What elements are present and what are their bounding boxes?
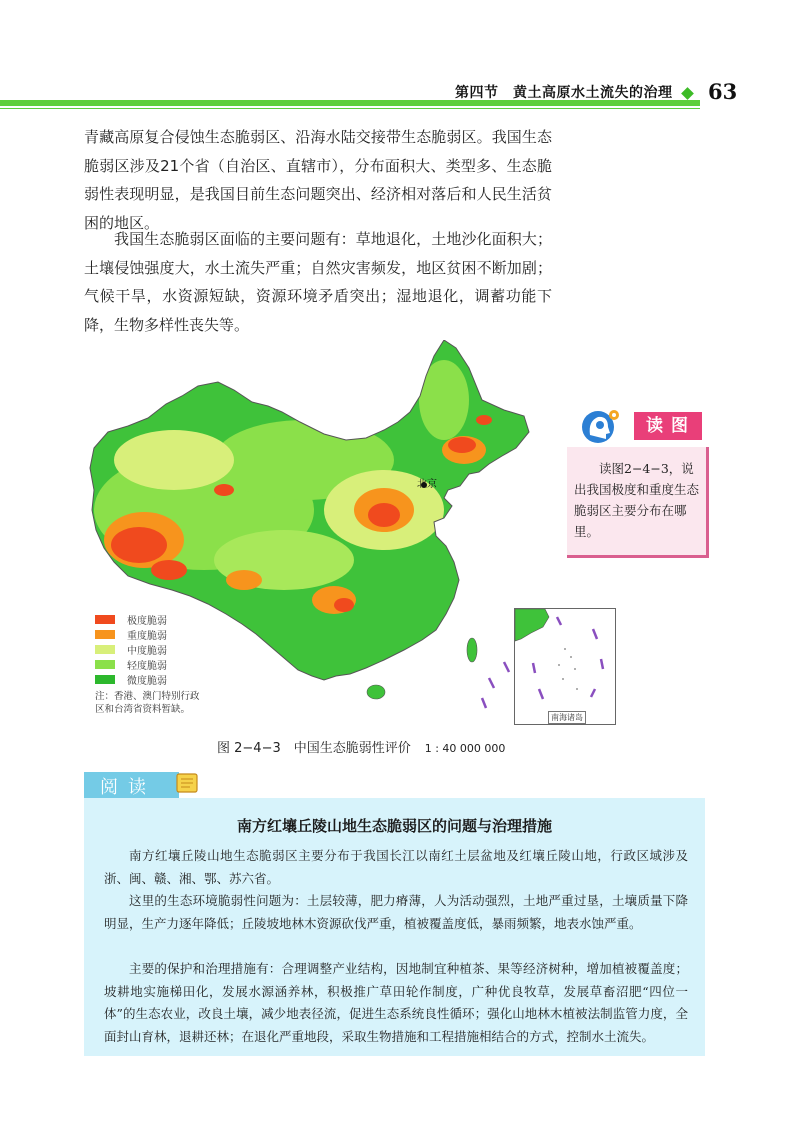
legend-swatch: [95, 630, 115, 639]
header-rule-thin: [0, 108, 700, 109]
legend-swatch: [95, 645, 115, 654]
legend-item: [95, 627, 167, 642]
reading-title: 南方红壤丘陵山地生态脆弱区的问题与治理措施: [236, 817, 552, 835]
section-title: 第四节 黄土高原水土流失的治理: [455, 85, 673, 101]
read-map-text: 读图2−4−3，说出我国极度和重度生态脆弱区主要分布在哪里。: [574, 461, 700, 539]
figure-caption: [217, 737, 505, 756]
body-paragraph-2: 我国生态脆弱区面临的主要问题有：草地退化，土地沙化面积大；土壤侵蚀强度大，水土流失严重；自然灾害频发，地区贫困不断加剧；气候干旱，水资源短缺，资源环境矛盾突出；湿地退化，调蓄功能下降，生物多样性丧失等。: [84, 230, 552, 334]
south-china-sea-inset: [514, 608, 616, 725]
map-note: 注：香港、澳门特别行政区和台湾省资料暂缺。: [95, 691, 200, 715]
legend-item: [95, 657, 167, 672]
map-scale: 1 : 40 000 000: [424, 742, 506, 755]
body-paragraph-1: 青藏高原复合侵蚀生态脆弱区、沿海水陆交接带生态脆弱区。我国生态脆弱区涉及21个省（自治区、直辖市），分布面积大、类型多、生态脆弱性表现明显，是我国目前生态问题突出、经济相对落后和人民生活贫困的地区。: [84, 128, 552, 232]
legend-label: 重度脆弱: [127, 631, 167, 642]
legend-swatch: [95, 660, 115, 669]
beijing-label: 北京: [417, 479, 437, 490]
legend-item: [95, 612, 167, 627]
legend-swatch: [95, 675, 115, 684]
page-number: 63: [708, 79, 738, 104]
head-gear-icon: [580, 407, 620, 445]
caption-text: 图 2−4−3 中国生态脆弱性评价: [217, 741, 411, 756]
reading-paragraph-1: 南方红壤丘陵山地生态脆弱区主要分布于我国长江以南红土层盆地及红壤丘陵山地，行政区域涉及浙、闽、赣、湘、鄂、苏六省。: [104, 848, 688, 886]
reading-paragraph-3: 主要的保护和治理措施有：合理调整产业结构，因地制宜种植茶、果等经济树种，增加植被覆盖度；坡耕地实施梯田化，发展水源涵养林，积极推广草田轮作制度，广种优良牧草，发展草畜沼肥“四位一体”的生态农业，改良土壤，减少地表径流，促进生态系统良性循环；强化山地林木植被法制监管力度，全面封山育林，退耕还林；在退化严重地段，采取生物措施和工程措施相结合的方式，控制水土流失。: [104, 961, 688, 1044]
legend-swatch: [95, 615, 115, 624]
book-icon: [174, 771, 200, 795]
reading-tab-label: 阅读: [100, 777, 156, 798]
inset-label: 南海诸岛: [548, 711, 586, 724]
legend-label: 极度脆弱: [127, 616, 167, 627]
map-legend: [95, 612, 167, 687]
read-map-title: 读图: [634, 412, 702, 440]
diamond-icon: [681, 87, 694, 100]
legend-label: 轻度脆弱: [127, 661, 167, 672]
legend-item: [95, 672, 167, 687]
legend-item: [95, 642, 167, 657]
inset-map: [515, 609, 615, 724]
legend-label: 微度脆弱: [127, 676, 167, 687]
reading-paragraph-2: 这里的生态环境脆弱性问题为：土层较薄，肥力瘠薄，人为活动强烈，土地严重过垦，土壤质量下降明显，生产力逐年降低；丘陵坡地林木资源砍伐严重，植被覆盖度低，暴雨频繁，地表水蚀严重。: [104, 893, 688, 931]
legend-label: 中度脆弱: [127, 646, 167, 657]
